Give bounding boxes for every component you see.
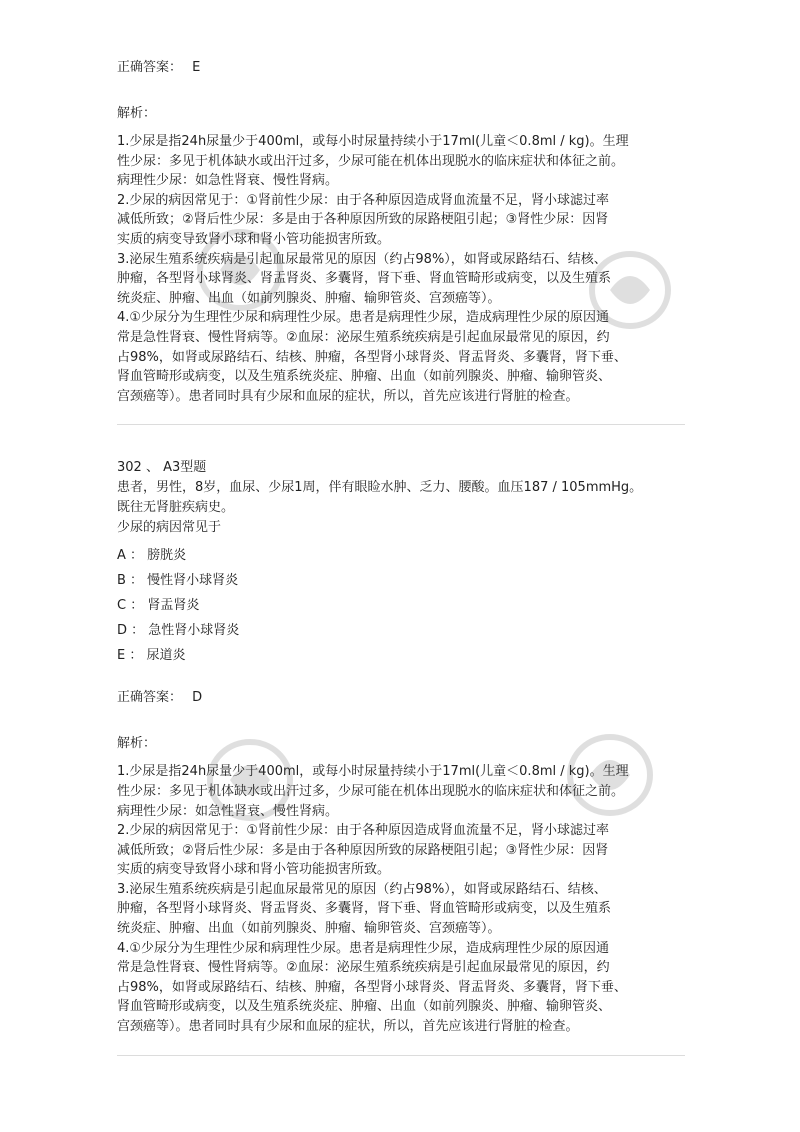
analysis-line: 性少尿：多见于机体缺水或出汗过多，少尿可能在机体出现脱水的临床症状和体征之前。 — [117, 783, 625, 799]
stem-line: 少尿的病因常见于 — [117, 520, 222, 536]
analysis-line: 占98%，如肾或尿路结石、结核、肿瘤，各型肾小球肾炎、肾盂肾炎、多囊肾，肾下垂、 — [117, 979, 627, 995]
analysis-line: 2.少尿的病因常见于：①肾前性少尿：由于各种原因造成肾血流量不足，肾小球滤过率 — [117, 823, 610, 839]
analysis-line: 肿瘤，各型肾小球肾炎、肾盂肾炎、多囊肾，肾下垂、肾血管畸形或病变，以及生殖系 — [117, 901, 612, 917]
analysis-title-2: 解析： — [117, 736, 157, 752]
analysis-line: 肾血管畸形或病变，以及生殖系统炎症、肿瘤、出血（如前列腺炎、肿瘤、输卵管炎、 — [117, 369, 612, 385]
divider-2 — [117, 1055, 685, 1056]
document-page — [117, 58, 687, 1056]
option-b[interactable]: B ： 慢性肾小球肾炎 — [117, 573, 239, 589]
correct-answer-2 — [117, 688, 687, 708]
analysis-line: 实质的病变导致肾小球和肾小管功能损害所致。 — [117, 862, 391, 878]
analysis-line: 3.泌尿生殖系统疾病是引起血尿最常见的原因（约占98%），如肾或尿路结石、结核、 — [117, 251, 607, 267]
analysis-text-2 — [117, 762, 687, 1036]
option-c[interactable]: C ： 肾盂肾炎 — [117, 598, 200, 614]
analysis-line: 占98%，如肾或尿路结石、结核、肿瘤，各型肾小球肾炎、肾盂肾炎、多囊肾，肾下垂、 — [117, 349, 627, 365]
answer-label: 正确答案： — [117, 60, 183, 75]
analysis-line: 宫颈癌等）。患者同时具有少尿和血尿的症状，所以，首先应该进行肾脏的检查。 — [117, 1019, 579, 1035]
answer-value: D — [192, 690, 203, 706]
divider-1 — [117, 424, 685, 425]
analysis-line: 统炎症、肿瘤、出血（如前列腺炎、肿瘤、输卵管炎、宫颈癌等）。 — [117, 290, 501, 306]
options-list — [117, 546, 687, 666]
stem-line: 既往无肾脏疾病史。 — [117, 500, 235, 516]
analysis-line: 性少尿：多见于机体缺水或出汗过多，少尿可能在机体出现脱水的临床症状和体征之前。 — [117, 153, 625, 169]
analysis-line: 常是急性肾衰、慢性肾病等。②血尿：泌尿生殖系统疾病是引起血尿最常见的原因，约 — [117, 960, 610, 976]
correct-answer-1 — [117, 58, 687, 78]
analysis-text-1 — [117, 132, 687, 406]
analysis-line: 病理性少尿：如急性肾衰、慢性肾病。 — [117, 173, 339, 189]
analysis-line: 常是急性肾衰、慢性肾病等。②血尿：泌尿生殖系统疾病是引起血尿最常见的原因，约 — [117, 329, 610, 345]
answer-label: 正确答案： — [117, 690, 183, 706]
analysis-line: 减低所致；②肾后性少尿：多是由于各种原因所致的尿路梗阻引起；③肾性少尿：因肾 — [117, 212, 609, 228]
question-stem — [117, 478, 687, 538]
stem-line: 患者，男性，8岁，血尿、少尿1周，伴有眼睑水肿、乏力、腰酸。血压187 / 105mmHg。 — [117, 480, 643, 496]
analysis-line: 实质的病变导致肾小球和肾小管功能损害所致。 — [117, 231, 391, 247]
analysis-line: 肿瘤，各型肾小球肾炎、肾盂肾炎、多囊肾，肾下垂、肾血管畸形或病变，以及生殖系 — [117, 271, 612, 287]
analysis-line: 减低所致；②肾后性少尿：多是由于各种原因所致的尿路梗阻引起；③肾性少尿：因肾 — [117, 842, 609, 858]
analysis-line: 2.少尿的病因常见于：①肾前性少尿：由于各种原因造成肾血流量不足，肾小球滤过率 — [117, 192, 610, 208]
analysis-line: 1.少尿是指24h尿量少于400ml，或每小时尿量持续小于17ml(儿童＜0.8ml / kg)。生理 — [117, 134, 629, 149]
analysis-line: 统炎症、肿瘤、出血（如前列腺炎、肿瘤、输卵管炎、宫颈癌等）。 — [117, 921, 501, 937]
analysis-line: 3.泌尿生殖系统疾病是引起血尿最常见的原因（约占98%），如肾或尿路结石、结核、 — [117, 881, 607, 897]
option-d[interactable]: D ： 急性肾小球肾炎 — [117, 623, 240, 639]
analysis-line: 病理性少尿：如急性肾衰、慢性肾病。 — [117, 803, 339, 819]
analysis-line: 4.①少尿分为生理性少尿和病理性少尿。患者是病理性少尿，造成病理性少尿的原因通 — [117, 310, 610, 326]
option-e[interactable]: E ： 尿道炎 — [117, 648, 186, 664]
option-a[interactable]: A ： 膀胱炎 — [117, 548, 187, 564]
answer-value: E — [192, 60, 201, 75]
analysis-title-1: 解析： — [117, 106, 157, 121]
analysis-line: 1.少尿是指24h尿量少于400ml，或每小时尿量持续小于17ml(儿童＜0.8ml / kg)。生理 — [117, 764, 629, 780]
analysis-line: 4.①少尿分为生理性少尿和病理性少尿。患者是病理性少尿，造成病理性少尿的原因通 — [117, 940, 610, 956]
question-header: 302 、 A3型题 — [117, 460, 207, 476]
analysis-line: 宫颈癌等）。患者同时具有少尿和血尿的症状，所以，首先应该进行肾脏的检查。 — [117, 388, 579, 404]
analysis-line: 肾血管畸形或病变，以及生殖系统炎症、肿瘤、出血（如前列腺炎、肿瘤、输卵管炎、 — [117, 999, 612, 1015]
